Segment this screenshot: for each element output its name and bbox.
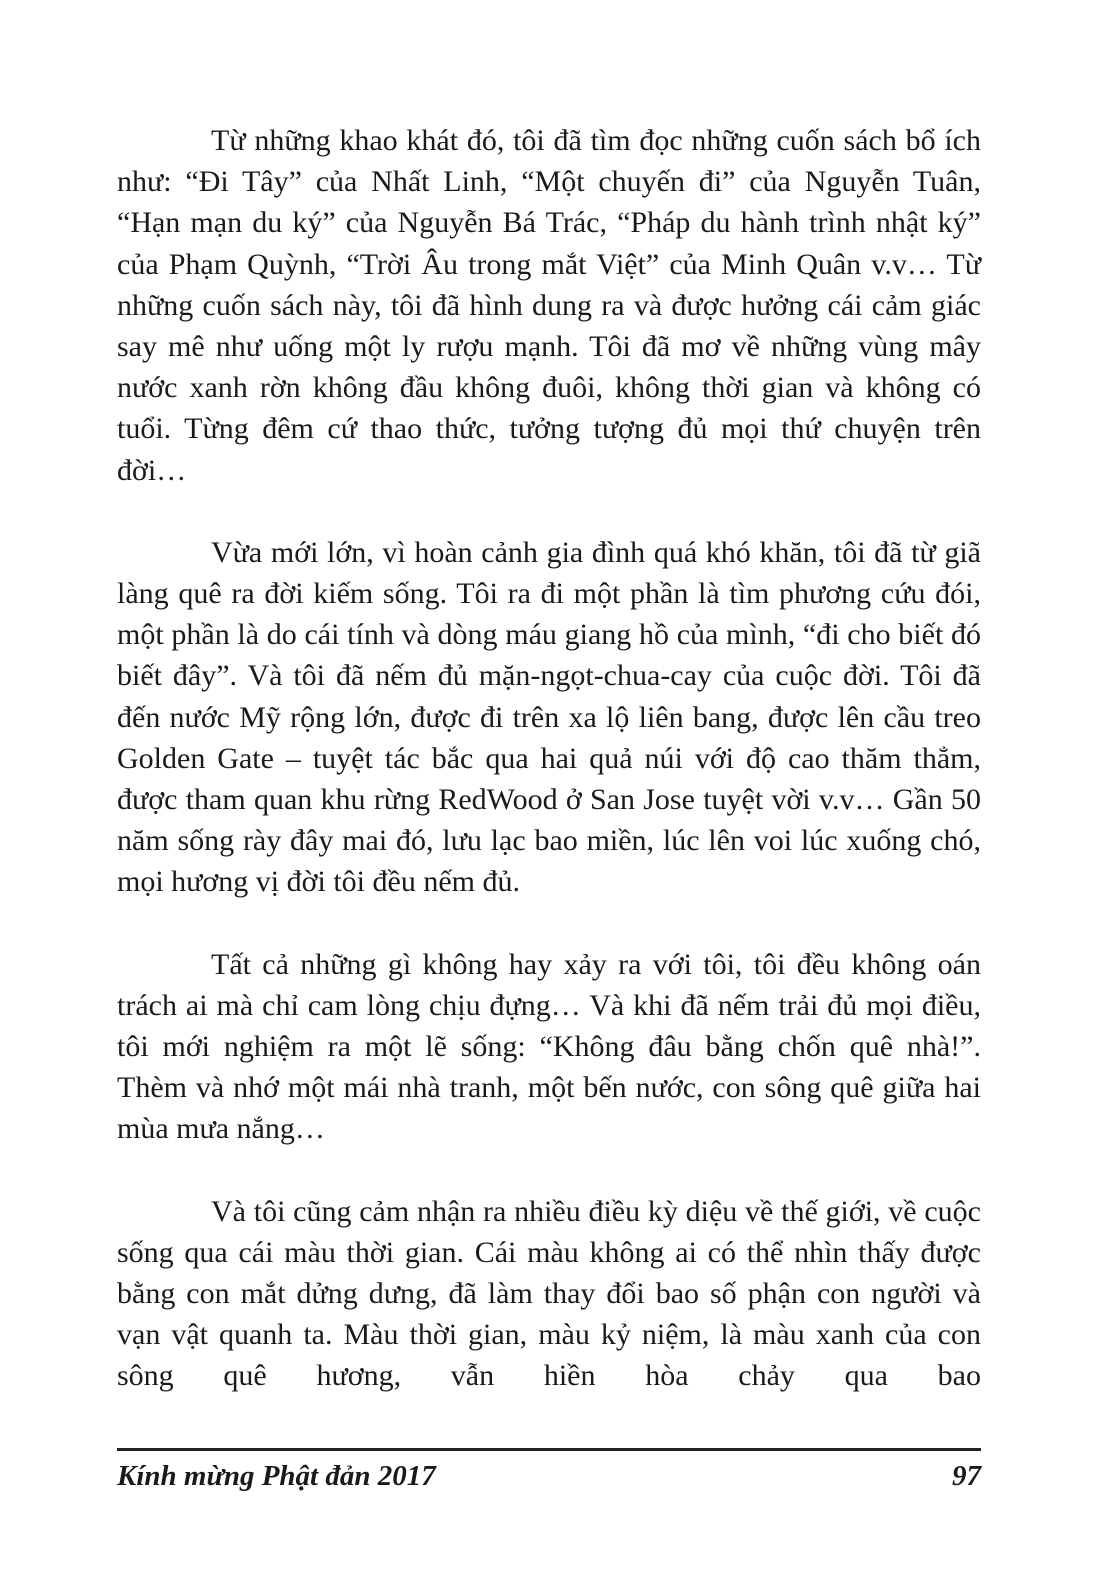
paragraph-1: Từ những khao khát đó, tôi đã tìm đọc những cuốn sách bổ ích như: “Đi Tây” của Nhất Linh, “Một chuyến đi” của Nguyễn Tuân, “Hạn mạn du ký” của Nguyễn Bá Trác, “Pháp du hành trình nhật ký” của Phạm Quỳnh, “Trời Âu trong mắt Việt” của Minh Quân v.v… Từ những cuốn sách này, tôi đã hình dung ra và được hưởng cái cảm giác say mê như uống một ly rượu mạnh. Tôi đã mơ về những vùng mây nước xanh rờn không đầu không đuôi, không thời gian và không có tuổi. Từng đêm cứ thao thức, tưởng tượng đủ mọi thứ chuyện trên đời…	[117, 124, 981, 487]
paragraph-4: Và tôi cũng cảm nhận ra nhiều điều kỳ diệu về thế giới, về cuộc sống qua cái màu thời gian. Cái màu không ai có thể nhìn thấy được bằng con mắt dửng dưng, đã làm thay đổi bao số phận con người và vạn vật quanh ta. Màu thời gian, màu kỷ niệm, là màu xanh của con sông quê hương, vẫn hiền hòa chảy qua bao	[117, 1194, 981, 1393]
paragraph-3: Tất cả những gì không hay xảy ra với tôi, tôi đều không oán trách ai mà chỉ cam lòng chịu đựng… Và khi đã nếm trải đủ mọi điều, tôi mới nghiệm ra một lẽ sống: “Không đâu bằng chốn quê nhà!”. Thèm và nhớ một mái nhà tranh, một bến nước, con sông quê giữa hai mùa mưa nắng…	[117, 947, 981, 1146]
page-number: 97	[952, 1459, 981, 1492]
body-text	[117, 120, 981, 1397]
paragraph-2: Vừa mới lớn, vì hoàn cảnh gia đình quá khó khăn, tôi đã từ giã làng quê ra đời kiếm sống. Tôi ra đi một phần là tìm phương cứu đói, một phần là do cái tính và dòng máu giang hồ của mình, “đi cho biết đó biết đây”. Và tôi đã nếm đủ mặn-ngọt-chua-cay của cuộc đời. Tôi đã đến nước Mỹ rộng lớn, được đi trên xa lộ liên bang, được lên cầu treo Golden Gate – tuyệt tác bắc qua hai quả núi với độ cao thăm thẳm, được tham quan khu rừng RedWood ở San Jose tuyệt vời v.v… Gần 50 năm sống rày đây mai đó, lưu lạc bao miền, lúc lên voi lúc xuống chó, mọi hương vị đời tôi đều nếm đủ.	[117, 535, 981, 899]
page-footer	[117, 1456, 981, 1496]
footer-rule	[117, 1448, 981, 1451]
publication-title: Kính mừng Phật đản 2017	[117, 1459, 436, 1492]
